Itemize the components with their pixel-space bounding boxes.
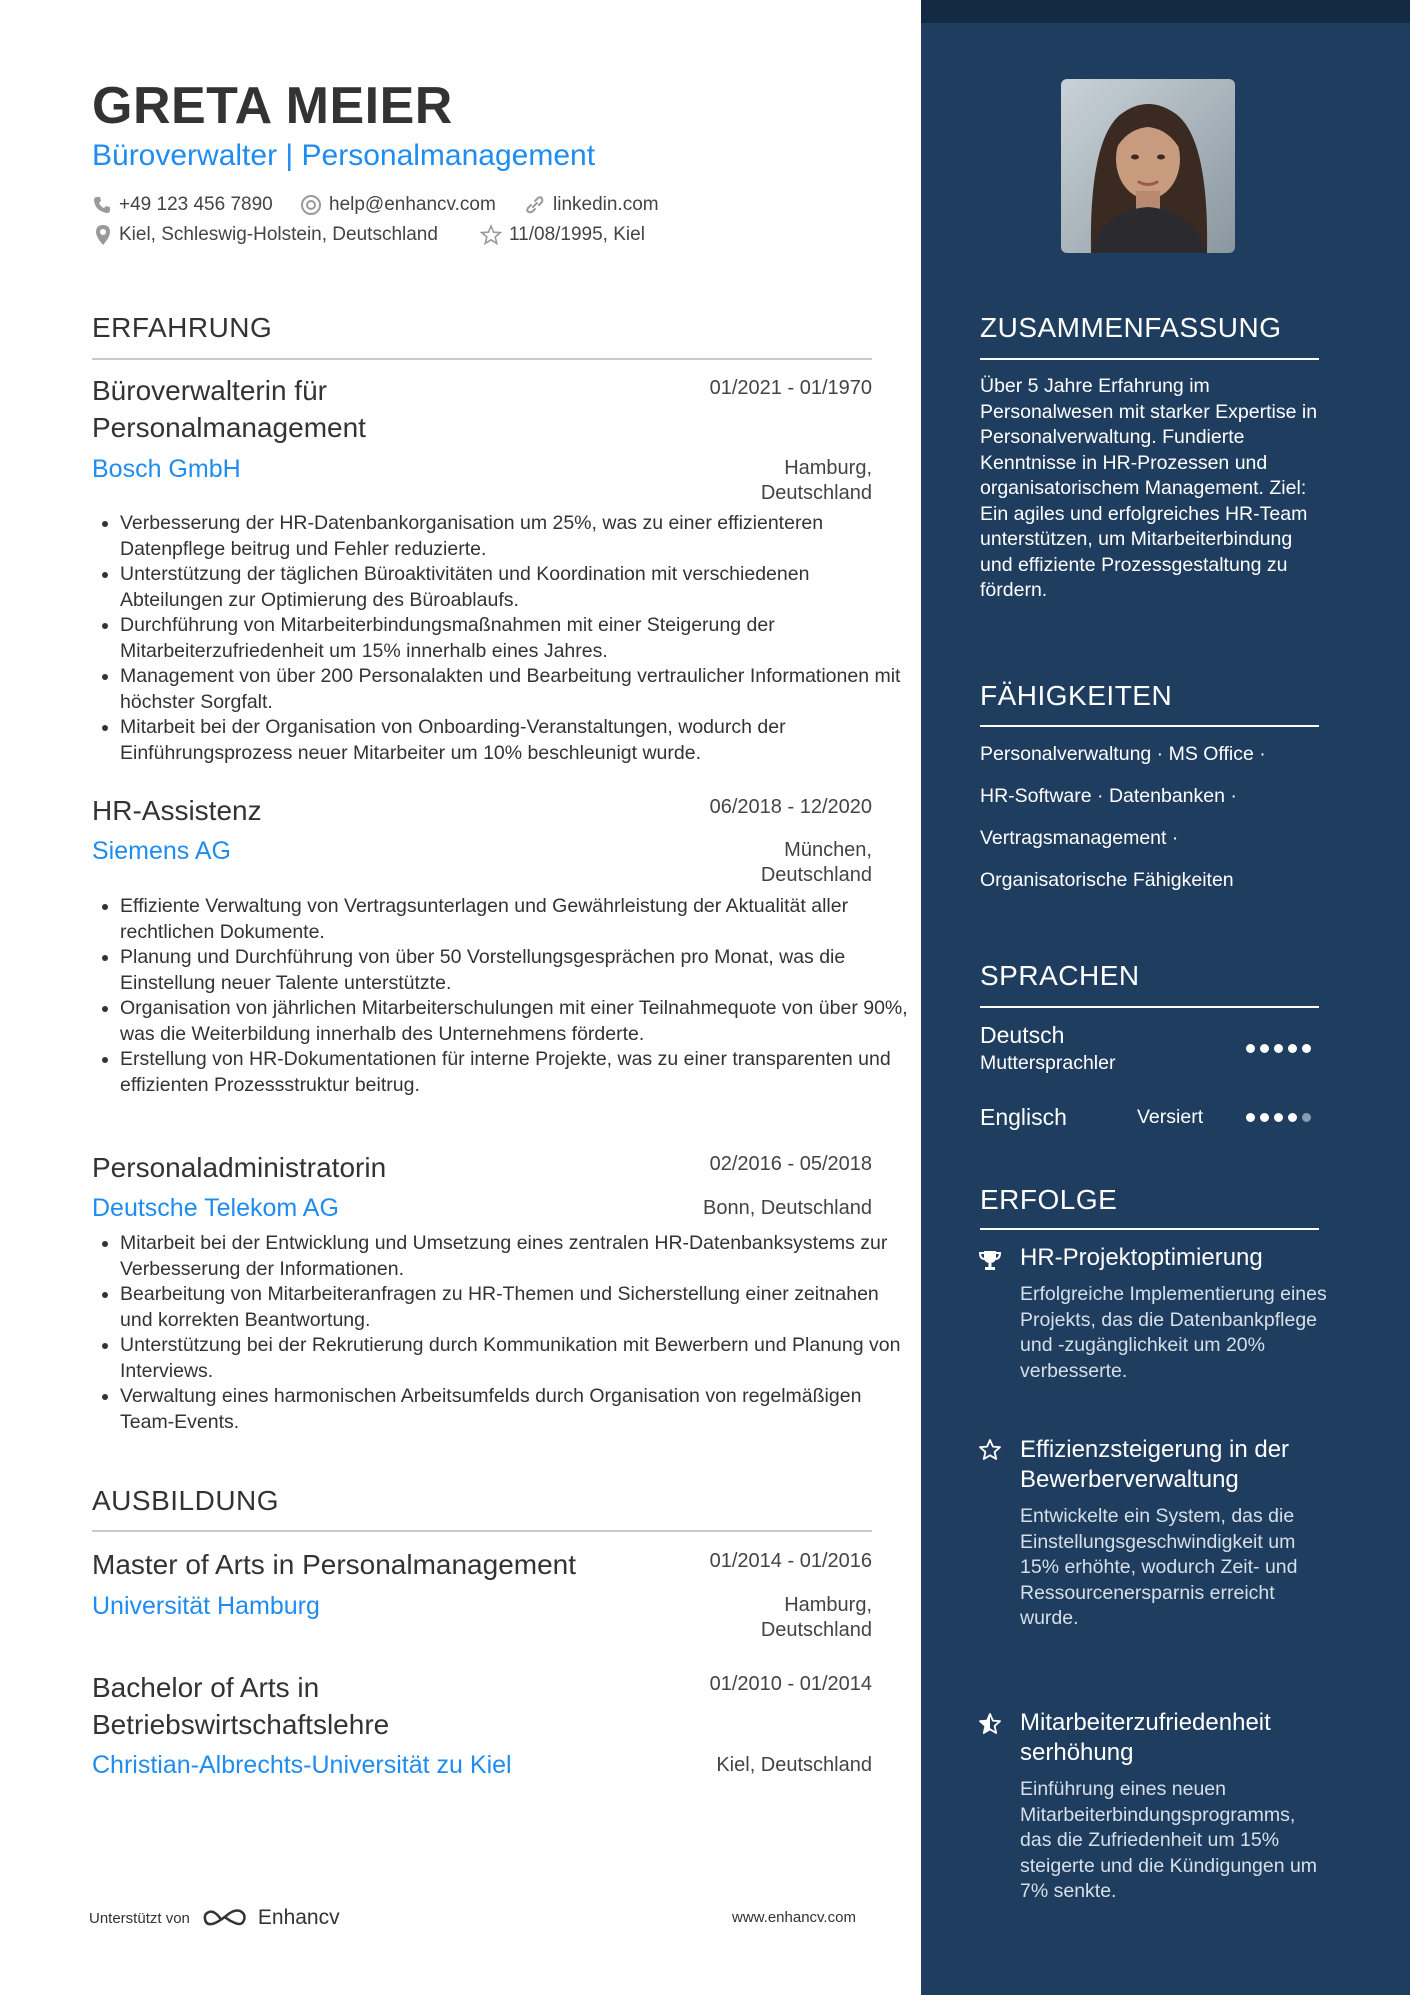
job-bullets [92,1231,910,1435]
job-title: Personaladministratorin [92,1152,387,1183]
bullet: • Erstellung von HR-Dokumentationen für interne Projekte, was zu einer transparenten und effizienten Prozessstruktur beitrug. [120,1047,910,1098]
language-rating [1246,1044,1311,1053]
job-location: München, Deutschland [760,839,872,886]
skills-line: Vertragsmanagement · [980,827,1179,849]
avatar [1061,79,1235,253]
job-location: Bonn, Deutschland [702,1197,872,1219]
achievement-title: Effizienzsteigerung in der Bewerberverwaltung [1020,1436,1290,1493]
footer-url[interactable]: www.enhancv.com [732,1909,856,1926]
job-company[interactable]: Siemens AG [92,837,231,865]
sidebar [921,0,1410,1995]
language-name: Englisch [980,1104,1067,1130]
languages-heading: SPRACHEN [980,960,1140,991]
school-location: Kiel, Deutschland [716,1754,872,1776]
job-location: Hamburg, Deutschland [760,457,872,504]
candidate-title: Büroverwalter | Personalmanagement [92,139,596,172]
school-name[interactable]: Christian-Albrechts-Universität zu Kiel [92,1751,512,1779]
rating-dot [1302,1113,1311,1122]
rating-dot [1246,1113,1255,1122]
contact-birth [480,224,645,246]
achievements-divider [980,1228,1319,1230]
bullet: • Management von über 200 Personalakten und Bearbeitung vertraulicher Informationen mit höchster Sorgfalt. [120,664,910,715]
rating-dot [1274,1044,1283,1053]
linkedin-text[interactable]: linkedin.com [553,194,659,215]
contact-email[interactable] [300,194,496,216]
achievements-heading: ERFOLGE [980,1184,1118,1215]
email-text[interactable]: help@enhancv.com [329,194,496,215]
half-star-icon [978,1712,1002,1736]
rating-dot [1274,1113,1283,1122]
enhancv-logo-icon [202,1906,250,1930]
experience-heading: ERFAHRUNG [92,312,273,343]
rating-dot [1302,1044,1311,1053]
skills-line: HR-Software · Datenbanken · [980,785,1237,807]
bullet: • Effiziente Verwaltung von Vertragsunterlagen und Gewährleistung der Aktualität aller rechtlichen Dokumente. [120,894,910,945]
bullet: • Verwaltung eines harmonischen Arbeitsumfelds durch Organisation von regelmäßigen Team-Events. [120,1384,910,1435]
rating-dot [1288,1044,1297,1053]
location-pin-icon [94,224,112,246]
language-level: Versiert [1137,1106,1204,1128]
sidebar-top-band [921,0,1410,23]
bullet: • Unterstützung der täglichen Büroaktivitäten und Koordination mit verschiedenen Abteilungen zur Optimierung des Büroablaufs. [120,562,910,613]
school-name[interactable]: Universität Hamburg [92,1592,320,1620]
bullet: • Unterstützung bei der Rekrutierung durch Kommunikation mit Bewerbern und Planung von Interviews. [120,1333,910,1384]
job-title: HR-Assistenz [92,795,262,826]
job-company[interactable]: Deutsche Telekom AG [92,1194,339,1222]
job-company[interactable]: Bosch GmbH [92,455,241,483]
phone-text: +49 123 456 7890 [119,194,273,215]
skills-line: Organisatorische Fähigkeiten [980,869,1234,891]
powered-by [89,1906,340,1930]
summary-text: Über 5 Jahre Erfahrung im Personalwesen mit starker Expertise in Personalverwaltung. Fundierte Kenntnisse in HR-Prozessen und organisatorischem Management. Ziel: Ein agiles und erfolgreiches HR-Team unterstützen, um Mitarbeiterbindung und effiziente Prozessgestaltung zu fördern. [980,375,1318,601]
brand-name[interactable]: Enhancv [257,1906,340,1929]
education-divider [92,1530,872,1532]
education-heading: AUSBILDUNG [92,1485,280,1516]
school-location: Hamburg, Deutschland [760,1594,872,1641]
summary-divider [980,358,1319,360]
job-bullets [92,894,910,1098]
degree-dates: 01/2010 - 01/2014 [709,1673,872,1695]
birth-text: 11/08/1995, Kiel [509,224,645,245]
achievement-title: HR-Projektoptimierung [1020,1244,1263,1271]
bullet: • Verbesserung der HR-Datenbankorganisation um 25%, was zu einer effizienteren Datenpflege beitrug und Fehler reduzierte. [120,511,910,562]
rating-dot [1260,1113,1269,1122]
powered-by-label: Unterstützt von [89,1909,190,1927]
degree-title: Master of Arts in Personalmanagement [92,1549,577,1580]
skills-divider [980,725,1319,727]
job-bullets [92,511,910,766]
language-rating [1246,1113,1311,1122]
language-name: Deutsch [980,1022,1065,1048]
contact-phone [92,194,273,216]
bullet: • Bearbeitung von Mitarbeiteranfragen zu HR-Themen und Sicherstellung einer zeitnahen und korrekten Beantwortung. [120,1282,910,1333]
bullet: • Organisation von jährlichen Mitarbeiterschulungen mit einer Teilnahmequote von über 90%, was die Weiterbildung innerhalb des Unternehmens förderte. [120,996,910,1047]
achievement-title: Mitarbeiterzufriedenheit serhöhung [1020,1709,1271,1766]
location-text: Kiel, Schleswig-Holstein, Deutschland [119,224,438,245]
bullet: • Planung und Durchführung von über 50 Vorstellungsgesprächen pro Monat, was die Einstellung neuer Talente unterstützte. [120,945,910,996]
job-dates: 06/2018 - 12/2020 [709,796,872,818]
achievement-desc: Erfolgreiche Implementierung eines Projekts, das die Datenbankpflege und -zugänglichkeit um 20% verbesserte. [1020,1283,1327,1382]
contact-linkedin[interactable] [524,194,659,216]
achievement-desc: Entwickelte ein System, das die Einstellungsgeschwindigkeit um 15% erhöhte, wodurch Zeit- und Ressourcenersparnis erreicht wurde. [1020,1505,1298,1629]
link-icon [524,194,546,216]
skills-heading: FÄHIGKEITEN [980,680,1173,711]
degree-title: Bachelor of Arts in Betriebswirtschaftslehre [92,1672,390,1740]
skills-line: Personalverwaltung · MS Office · [980,743,1266,765]
job-title: Büroverwalterin für Personalmanagement [92,375,366,443]
job-dates: 01/2021 - 01/1970 [709,377,872,399]
language-level: Muttersprachler [980,1052,1116,1074]
job-dates: 02/2016 - 05/2018 [709,1153,872,1175]
achievement-desc: Einführung eines neuen Mitarbeiterbindungsprogramms, das die Zufriedenheit um 15% steigerte und die Kündigungen um 7% senkte. [1020,1778,1318,1902]
experience-divider [92,358,872,360]
degree-dates: 01/2014 - 01/2016 [709,1550,872,1572]
rating-dot [1260,1044,1269,1053]
bullet: • Durchführung von Mitarbeiterbindungsmaßnahmen mit einer Steigerung der Mitarbeiterzufriedenheit um 15% innerhalb eines Jahres. [120,613,910,664]
bullet: • Mitarbeit bei der Organisation von Onboarding-Veranstaltungen, wodurch der Einführungsprozess neuer Mitarbeiter um 10% beschleunigt wurde. [120,715,910,766]
contact-location [94,224,438,246]
phone-icon [92,195,112,215]
star-icon [978,1438,1002,1462]
rating-dot [1288,1113,1297,1122]
star-outline-icon [480,224,502,246]
trophy-icon [978,1248,1002,1272]
at-icon [300,194,322,216]
rating-dot [1246,1044,1255,1053]
bullet: • Mitarbeit bei der Entwicklung und Umsetzung eines zentralen HR-Datenbanksystems zur Verbesserung der Informationen. [120,1231,910,1282]
languages-divider [980,1006,1319,1008]
profile-photo [1061,79,1235,253]
candidate-name: GRETA MEIER [92,77,453,135]
summary-heading: ZUSAMMENFASSUNG [980,312,1282,343]
